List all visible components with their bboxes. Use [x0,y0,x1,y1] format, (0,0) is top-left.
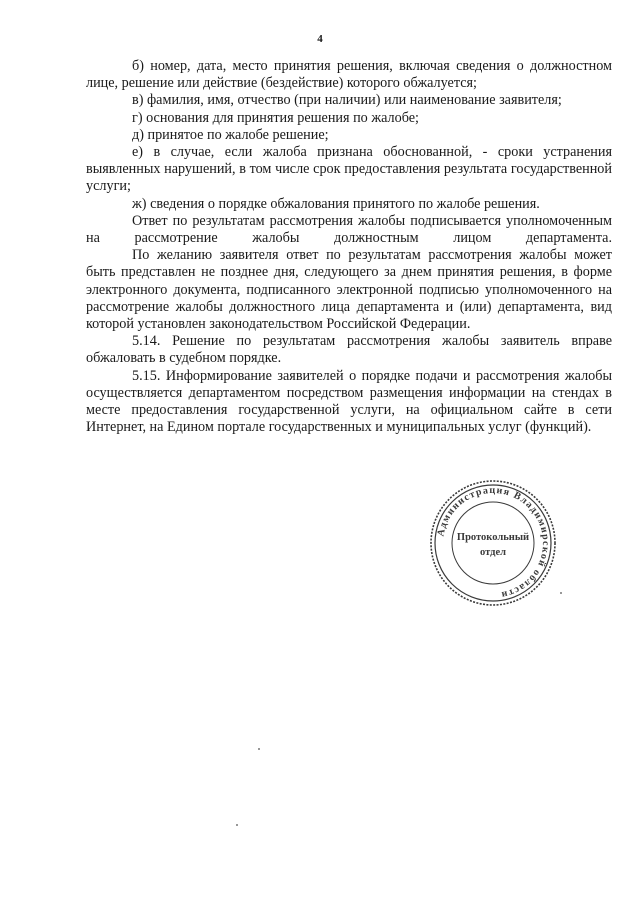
paragraph-d: д) принятое по жалобе решение; [132,126,329,143]
scan-speck [258,748,260,750]
paragraph-b: б) номер, дата, место принятия решения, включая сведения о должностном лице, решение или действие (бездействие) которого обжалуется; [86,58,612,92]
paragraph-5-15: 5.15. Информирование заявителей о порядке подачи и рассмотрения жалобы осуществляется департаментом посредством размещения информации на стендах в месте предоставления государственной услуги, на официальном сайте в сети Интернет, на Едином портале государственных и муниципальных услуг (функций). [86,367,612,436]
paragraph-5-14: 5.14. Решение по результатам рассмотрения жалобы заявитель вправе обжаловать в судебном порядке. [86,333,612,367]
document-body [86,58,612,436]
paragraph-answer-signing: Ответ по результатам рассмотрения жалобы подписывается уполномоченным на рассмотрение жалобы должностным лицом департамента. [86,212,612,247]
paragraph-g: г) основания для принятия решения по жалобе; [132,109,419,126]
page-number: 4 [317,33,323,45]
paragraph-electronic-answer: По желанию заявителя ответ по результатам рассмотрения жалобы может быть представлен не позднее дня, следующего за днем принятия решения, в форме электронного документа, подписанного электронной подписью уполномоченного на рассмотрение жалобы должностного лица департамента и (или) департамента, вид которой установлен законодательством Российской Федерации. [86,247,612,333]
stamp-ring-text: Администрация Владимирской области [435,484,552,601]
paragraph-zh: ж) сведения о порядке обжалования принятого по жалобе решения. [132,195,540,212]
paragraph-e: е) в случае, если жалоба признана обоснованной, - сроки устранения выявленных нарушений, в том числе срок предоставления результата государственной услуги; [86,144,612,195]
paragraph-v: в) фамилия, имя, отчество (при наличии) или наименование заявителя; [132,92,562,109]
stamp-center-line2: отдел [480,547,506,558]
scan-speck [236,824,238,826]
scan-speck [560,592,562,594]
official-stamp [428,478,558,608]
stamp-center-line1: Протокольный [456,532,530,543]
